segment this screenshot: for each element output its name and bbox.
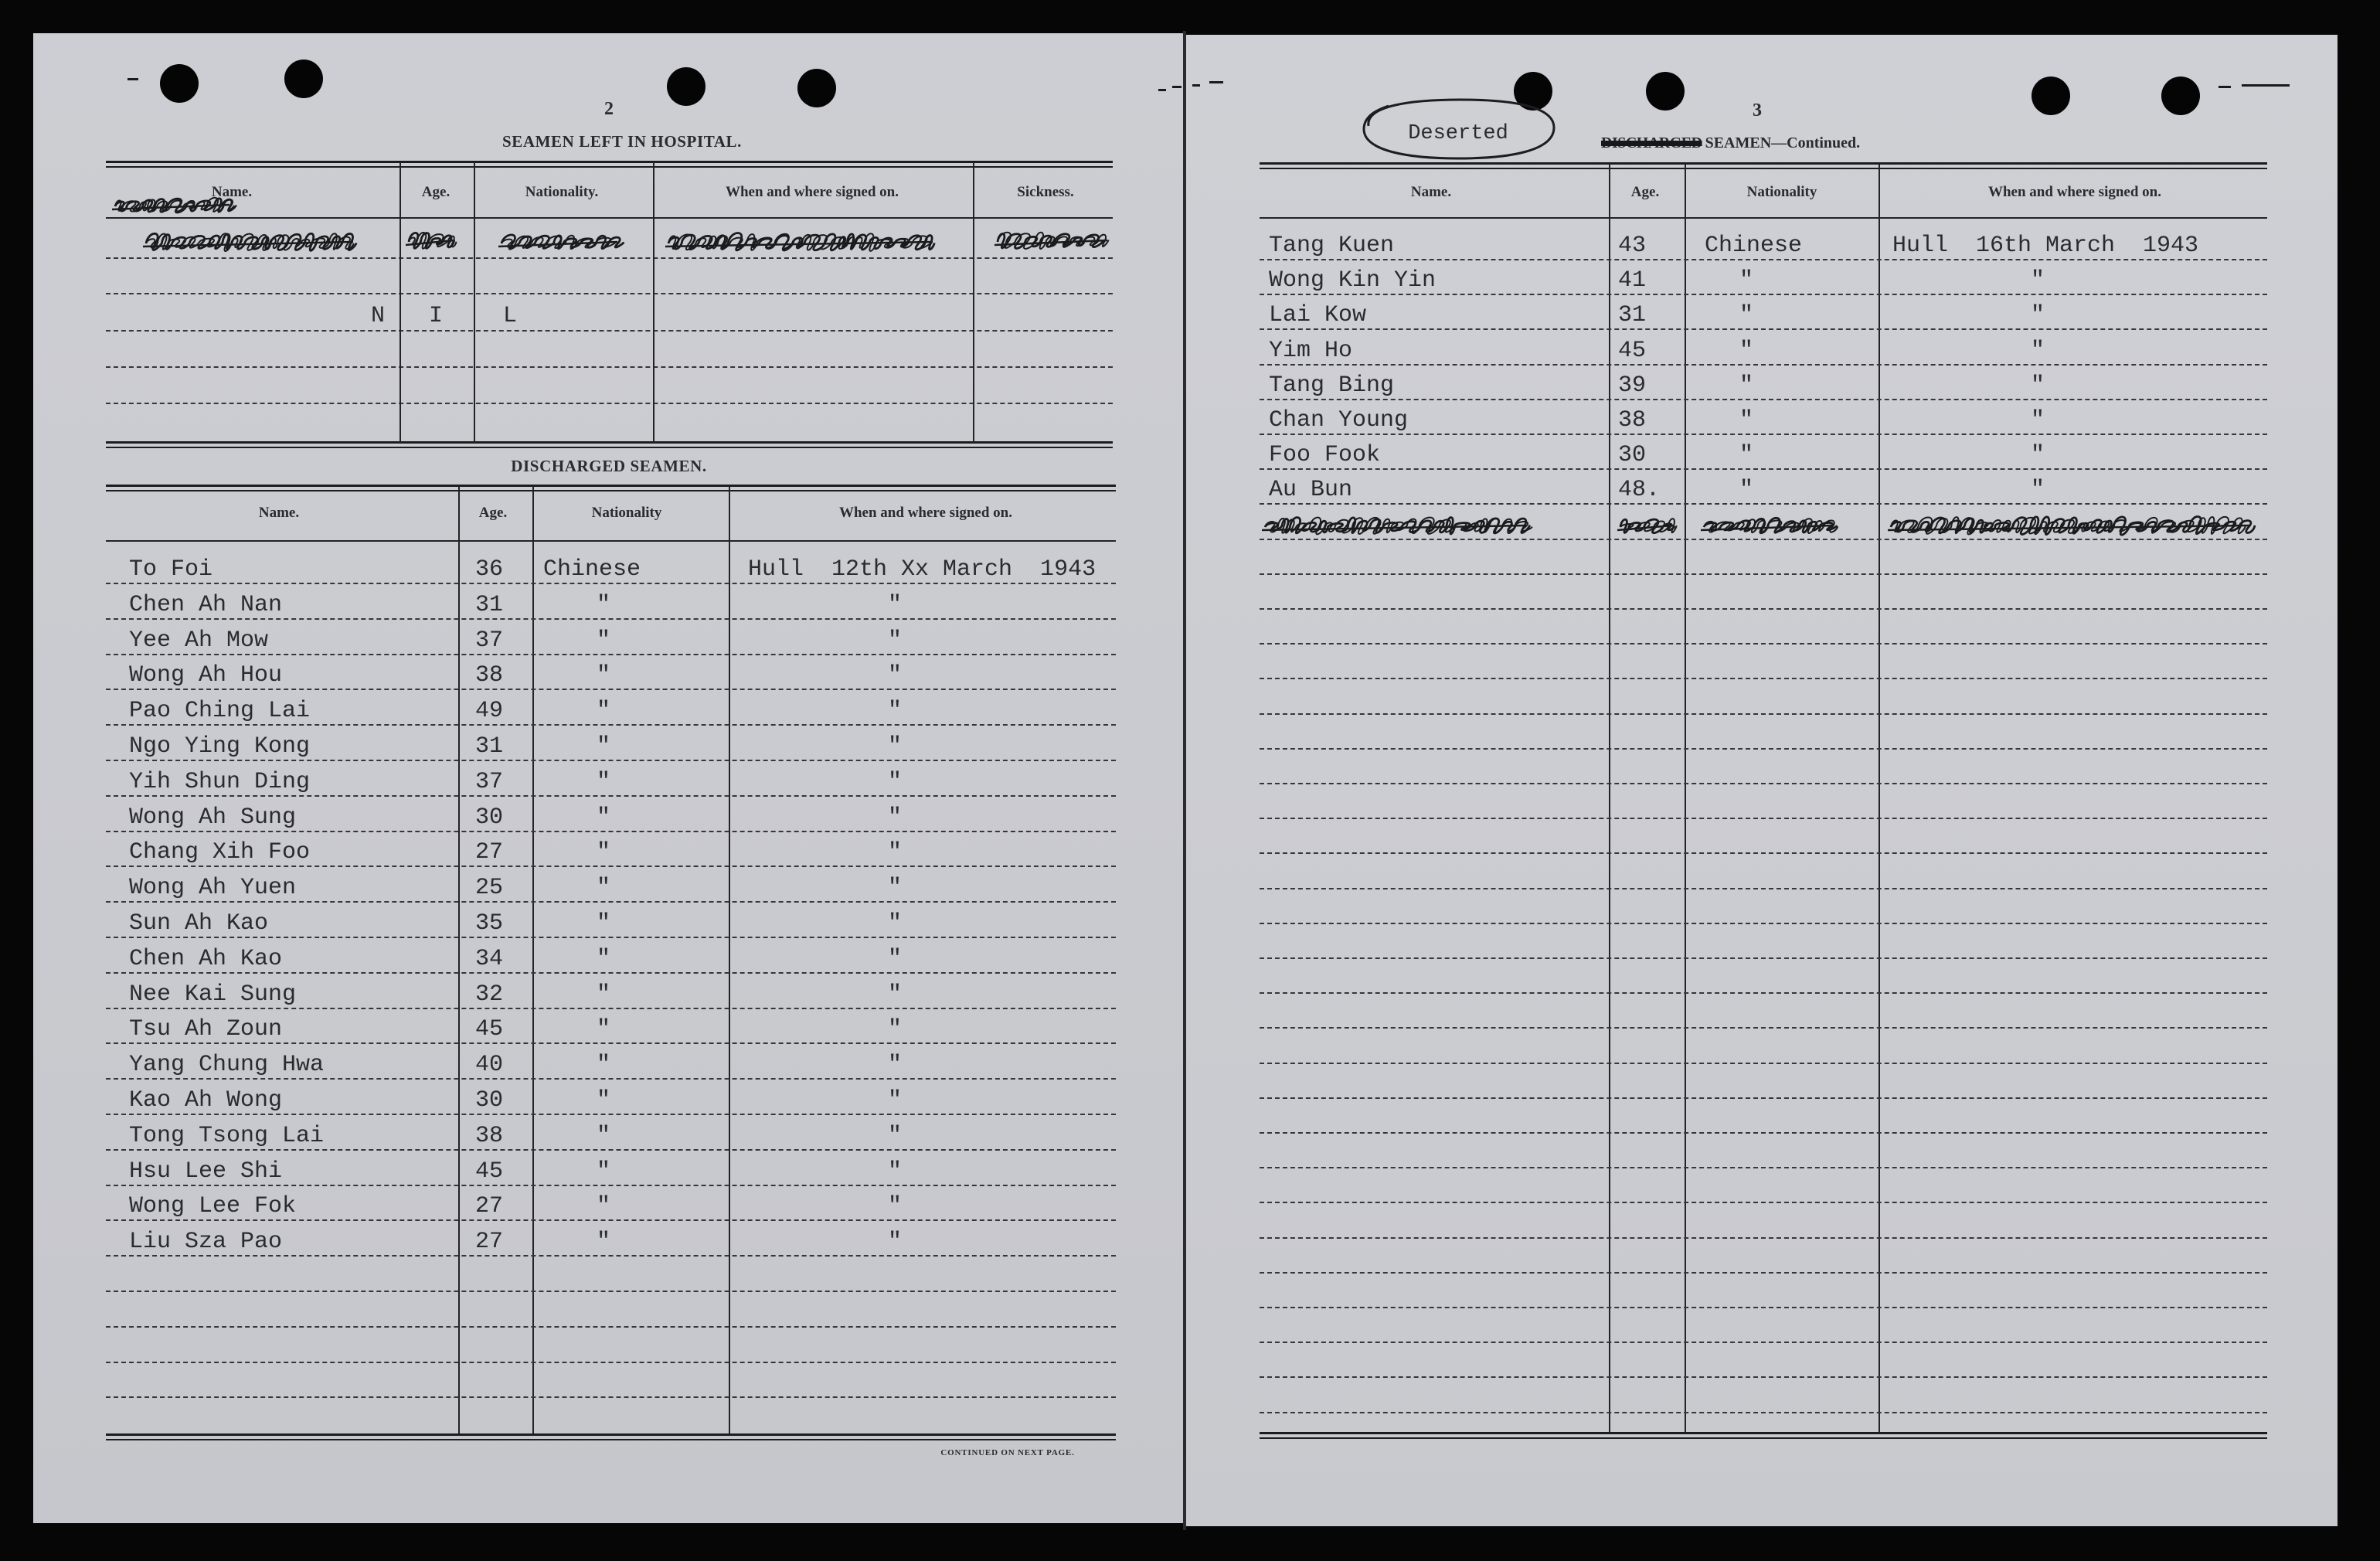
title-text: SEAMEN—Continued. [1705, 134, 1861, 151]
seaman-nationality: " [597, 1087, 611, 1114]
column-header-age: Age. [1630, 184, 1660, 200]
seaman-name: Yang Chung Hwa [129, 1052, 325, 1078]
seaman-age: 34 [475, 946, 504, 972]
signed-on: " [888, 1158, 903, 1185]
seaman-name: Chang Xih Foo [129, 839, 311, 866]
signed-on: " [888, 627, 903, 654]
signed-on: Hull 16th March 1943 [1892, 233, 2199, 259]
signed-on: " [888, 1123, 903, 1149]
handwriting-overlay [1186, 35, 2338, 1526]
column-header-signed-on: When and where signed on. [725, 184, 899, 200]
seaman-nationality: " [597, 1193, 611, 1219]
signed-on: " [2031, 267, 2045, 294]
signed-on: " [888, 981, 903, 1008]
seaman-name: Nee Kai Sung [129, 981, 297, 1008]
seaman-name: Chan Young [1269, 407, 1409, 434]
seaman-nationality: Chinese [1705, 233, 1803, 259]
seaman-age: 27 [475, 1193, 504, 1219]
signed-on: " [2031, 477, 2045, 503]
seaman-name: Foo Fook [1269, 442, 1381, 468]
seaman-nationality: " [597, 662, 611, 689]
seaman-nationality: " [1739, 477, 1754, 503]
column-header-age: Age. [421, 184, 450, 200]
seaman-nationality: " [597, 875, 611, 901]
seaman-name: Tang Bing [1269, 372, 1395, 399]
left-page [33, 33, 1183, 1523]
seaman-age: 31 [1618, 302, 1647, 328]
seaman-age: 30 [1618, 442, 1647, 468]
signed-on: " [888, 769, 903, 795]
seaman-name: Yee Ah Mow [129, 627, 269, 654]
seaman-age: 31 [475, 733, 504, 760]
seaman-age: 25 [475, 875, 504, 901]
column-header-signed-on: When and where signed on. [1987, 184, 2162, 200]
column-header-nationality: Nationality [591, 505, 662, 521]
seaman-name: Sun Ah Kao [129, 910, 269, 937]
seaman-nationality: " [597, 946, 611, 972]
seaman-age: 30 [475, 804, 504, 831]
seaman-nationality: " [597, 733, 611, 760]
seaman-nationality: Chinese [543, 556, 641, 583]
page-number: 2 [604, 99, 614, 119]
seaman-nationality: " [1739, 407, 1754, 434]
seaman-age: 39 [1618, 372, 1647, 399]
seaman-name: Pao Ching Lai [129, 698, 311, 724]
signed-on: " [2031, 442, 2045, 468]
seaman-name: Lai Kow [1269, 302, 1367, 328]
column-header-signed-on: When and where signed on. [838, 505, 1013, 521]
seaman-name: Liu Sza Pao [129, 1229, 283, 1255]
deserted-stamp: Deserted [1408, 122, 1508, 145]
continued-note: CONTINUED ON NEXT PAGE. [940, 1448, 1075, 1457]
seaman-age: 38 [1618, 407, 1647, 434]
seaman-name: Yim Ho [1269, 338, 1353, 364]
seaman-nationality: " [597, 1229, 611, 1255]
seaman-nationality: " [1739, 302, 1754, 328]
column-header-nationality: Nationality [1746, 184, 1817, 200]
seaman-nationality: " [597, 910, 611, 937]
seaman-name: Yih Shun Ding [129, 769, 311, 795]
seaman-name: Wong Ah Sung [129, 804, 297, 831]
seaman-age: 43 [1618, 233, 1647, 259]
seaman-age: 27 [475, 839, 504, 866]
signed-on: " [2031, 372, 2045, 399]
column-header-age: Age. [478, 505, 508, 521]
signed-on: Hull 12th Xx March 1943 [748, 556, 1096, 583]
seaman-nationality: " [1739, 442, 1754, 468]
nil-letter: N [370, 303, 386, 329]
nil-letter: I [428, 303, 444, 329]
seaman-name: Wong Kin Yin [1269, 267, 1436, 294]
seaman-nationality: " [597, 839, 611, 866]
signed-on: " [2031, 407, 2045, 434]
seaman-name: Hsu Lee Shi [129, 1158, 283, 1185]
signed-on: " [2031, 302, 2045, 328]
seaman-name: Chen Ah Nan [129, 592, 283, 618]
signed-on: " [888, 592, 903, 618]
seaman-age: 32 [475, 981, 504, 1008]
column-header-name: Name. [258, 505, 300, 521]
seaman-age: 30 [475, 1087, 504, 1114]
right-page [1186, 35, 2338, 1526]
column-header-nationality: Nationality. [525, 184, 599, 200]
seaman-age: 37 [475, 769, 504, 795]
seaman-age: 38 [475, 1123, 504, 1149]
seaman-age: 36 [475, 556, 504, 583]
column-header-name: Name. [211, 184, 253, 200]
seaman-name: Chen Ah Kao [129, 946, 283, 972]
seaman-nationality: " [597, 981, 611, 1008]
signed-on: " [2031, 338, 2045, 364]
seaman-nationality: " [597, 1052, 611, 1078]
seaman-nationality: " [597, 804, 611, 831]
signed-on: " [888, 946, 903, 972]
signed-on: " [888, 910, 903, 937]
seaman-nationality: " [597, 698, 611, 724]
signed-on: " [888, 875, 903, 901]
seaman-age: 27 [475, 1229, 504, 1255]
seaman-name: Kao Ah Wong [129, 1087, 283, 1114]
signed-on: " [888, 804, 903, 831]
signed-on: " [888, 698, 903, 724]
seaman-age: 31 [475, 592, 504, 618]
seaman-name: Tsu Ah Zoun [129, 1016, 283, 1042]
seaman-age: 40 [475, 1052, 504, 1078]
struck-title-word: DISCHARGED [1601, 134, 1702, 151]
handwriting-overlay [33, 33, 1183, 1523]
seaman-age: 45 [1618, 338, 1647, 364]
signed-on: " [888, 1052, 903, 1078]
section-title-discharged: DISCHARGED SEAMEN. [511, 457, 707, 475]
section-title-hospital: SEAMEN LEFT IN HOSPITAL. [502, 132, 743, 151]
signed-on: " [888, 733, 903, 760]
seaman-age: 37 [475, 627, 504, 654]
seaman-age: 45 [475, 1158, 504, 1185]
signed-on: " [888, 1087, 903, 1114]
seaman-nationality: " [597, 592, 611, 618]
seaman-nationality: " [597, 1158, 611, 1185]
page-number: 3 [1753, 100, 1762, 121]
seaman-age: 35 [475, 910, 504, 937]
seaman-nationality: " [1739, 338, 1754, 364]
signed-on: " [888, 1193, 903, 1219]
seaman-name: Wong Ah Hou [129, 662, 283, 689]
seaman-age: 41 [1618, 267, 1647, 294]
seaman-age: 48. [1618, 477, 1661, 503]
column-header-sickness: Sickness. [1017, 184, 1074, 200]
signed-on: " [888, 839, 903, 866]
seaman-name: Tang Kuen [1269, 233, 1395, 259]
seaman-name: To Foi [129, 556, 213, 583]
seaman-nationality: " [597, 627, 611, 654]
seaman-name: Ngo Ying Kong [129, 733, 311, 760]
seaman-nationality: " [597, 1123, 611, 1149]
seaman-nationality: " [1739, 372, 1754, 399]
seaman-age: 45 [475, 1016, 504, 1042]
signed-on: " [888, 1016, 903, 1042]
seaman-name: Au Bun [1269, 477, 1353, 503]
seaman-nationality: " [597, 769, 611, 795]
seaman-nationality: " [1739, 267, 1754, 294]
seaman-name: Wong Lee Fok [129, 1193, 297, 1219]
seaman-name: Tong Tsong Lai [129, 1123, 325, 1149]
nil-letter: L [502, 303, 518, 329]
seaman-age: 49 [475, 698, 504, 724]
signed-on: " [888, 1229, 903, 1255]
column-header-name: Name. [1410, 184, 1452, 200]
signed-on: " [888, 662, 903, 689]
seaman-nationality: " [597, 1016, 611, 1042]
seaman-age: 38 [475, 662, 504, 689]
seaman-name: Wong Ah Yuen [129, 875, 297, 901]
